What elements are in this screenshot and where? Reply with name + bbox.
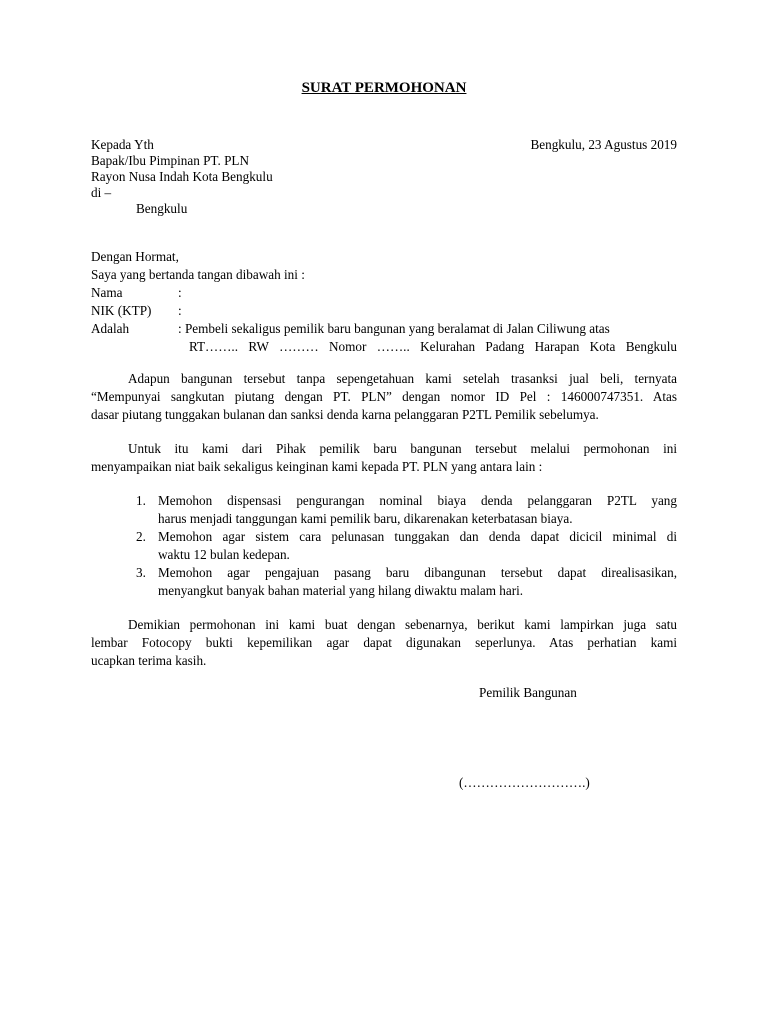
intro-text: Saya yang bertanda tangan dibawah ini : — [91, 267, 305, 282]
recipient-line-1: Kepada Yth — [91, 137, 154, 152]
recipient-line-3: Rayon Nusa Indah Kota Bengkulu — [91, 169, 273, 184]
closing-line-2: lembar Fotocopy bukti kepemilikan agar dapat digunakan seperlunya. Atas perhatian kami — [91, 635, 677, 650]
request-1-line-2: harus menjadi tanggungan kami pemilik baru, dikarenakan keterbatasan biaya. — [158, 511, 573, 526]
field-nama-label: Nama — [91, 285, 123, 300]
recipient-line-2: Bapak/Ibu Pimpinan PT. PLN — [91, 153, 249, 168]
paragraph-1-line-3: dasar piutang tunggakan bulanan dan sanksi denda karna pelanggaran P2TL Pemilik sebelumya. — [91, 407, 599, 422]
closing-line-1: Demikian permohonan ini kami buat dengan sebenarnya, berikut kami lampirkan juga satu — [128, 617, 677, 632]
field-nama — [91, 284, 182, 302]
letter-date: Bengkulu, 23 Agustus 2019 — [530, 137, 677, 152]
request-3-line-1: Memohon agar pengajuan pasang baru dibangunan tersebut dapat direalisasikan, — [158, 565, 677, 580]
request-1-number: 1. — [136, 493, 146, 508]
field-adalah-value-2: RT…….. RW ……… Nomor …….. Kelurahan Padang Harapan Kota Bengkulu — [189, 339, 677, 354]
request-1-line-1: Memohon dispensasi pengurangan nominal biaya denda pelanggaran P2TL yang — [158, 493, 677, 508]
request-3-number: 3. — [136, 565, 146, 580]
request-2-line-2: waktu 12 bulan kedepan. — [158, 547, 290, 562]
field-adalah-label: Adalah — [91, 321, 130, 336]
request-2-number: 2. — [136, 529, 146, 544]
field-nama-sep: : — [178, 285, 182, 300]
paragraph-1-line-2: “Mempunyai sangkutan piutang dengan PT. PLN” dengan nomor ID Pel : 146000747351. Atas — [91, 389, 677, 404]
field-adalah-value-1: : Pembeli sekaligus pemilik baru bangunan yang beralamat di Jalan Ciliwung atas — [178, 321, 610, 336]
field-nik-label: NIK (KTP) — [91, 303, 152, 318]
paragraph-2-line-1: Untuk itu kami dari Pihak pemilik baru bangunan tersebut melalui permohonan ini — [128, 441, 677, 456]
recipient-line-5: Bengkulu — [136, 201, 188, 216]
letter-title: SURAT PERMOHONAN — [301, 80, 467, 96]
signature-placeholder: (……………………….) — [459, 775, 590, 790]
request-3-line-2: menyangkut banyak bahan material yang hilang diwaktu malam hari. — [158, 583, 524, 598]
field-nik — [91, 302, 182, 320]
field-nik-sep: : — [178, 303, 182, 318]
field-adalah — [91, 320, 610, 338]
greeting: Dengan Hormat, — [91, 249, 179, 264]
signature-role: Pemilik Bangunan — [479, 685, 577, 700]
closing-line-3: ucapkan terima kasih. — [91, 653, 207, 668]
paragraph-1-line-1: Adapun bangunan tersebut tanpa sepengetahuan kami setelah trasanksi jual beli, ternyata — [128, 371, 677, 386]
request-2-line-1: Memohon agar sistem cara pelunasan tunggakan dan denda dapat dicicil minimal di — [158, 529, 677, 544]
recipient-line-4: di – — [91, 185, 112, 200]
paragraph-2-line-2: menyampaikan niat baik sekaligus keinginan kami kepada PT. PLN yang antara lain : — [91, 459, 543, 474]
